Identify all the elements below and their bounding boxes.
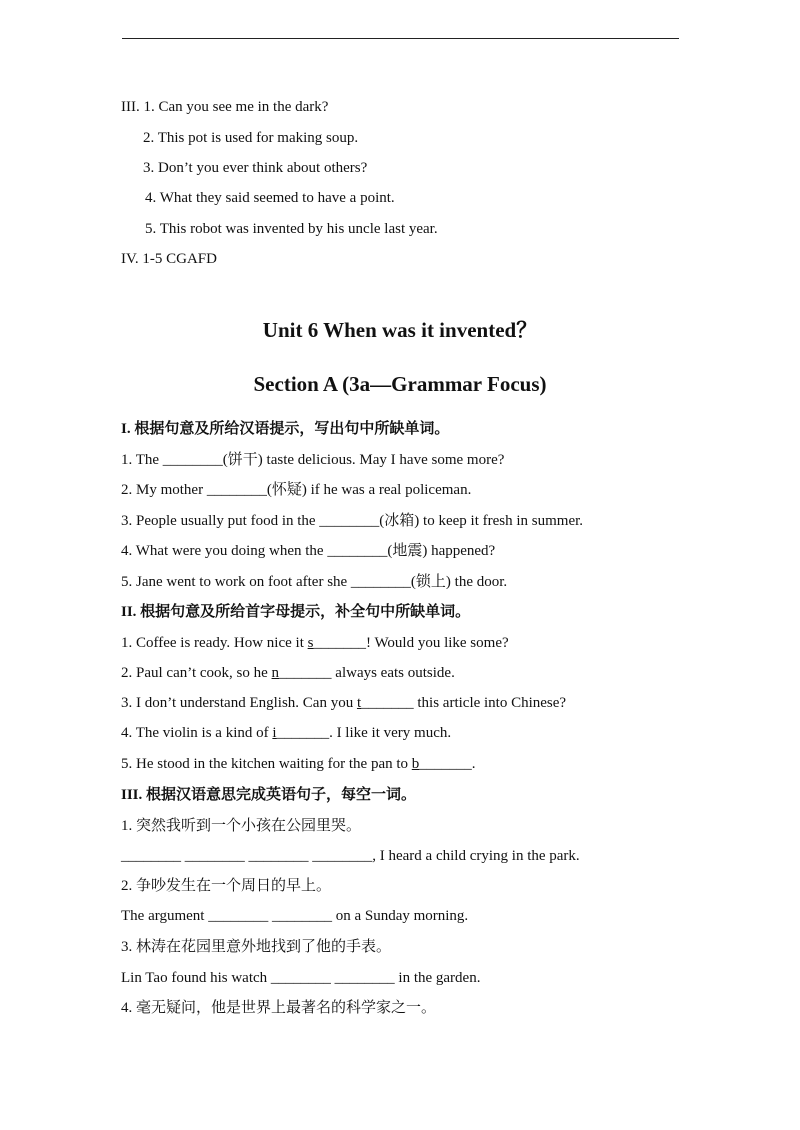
part2-item-4: [121, 723, 451, 743]
item-text: 2. Paul can’t cook, so he: [121, 665, 272, 681]
part3-line-6: Lin Tao found his watch ________ ________ in the garden.: [121, 970, 481, 986]
header-rule: [122, 38, 679, 39]
item-text: _______ this article into Chinese?: [361, 695, 567, 711]
part3-line-3: 2. 争吵发生在一个周日的早上。: [121, 878, 332, 894]
part1-item-4: 4. What were you doing when the ________(地震) happened?: [121, 543, 496, 559]
hint-letter: s: [307, 635, 314, 651]
part3-line-1: 1. 突然我听到一个小孩在公园里哭。: [121, 818, 362, 834]
part1-item-1: 1. The ________(饼干) taste delicious. May I have some more?: [121, 452, 505, 468]
answer-iii-4: 4. What they said seemed to have a point.: [145, 190, 395, 206]
item-text: _______. I like it very much.: [276, 725, 452, 741]
hint-letter: b: [411, 756, 420, 772]
hint-letter: t: [356, 695, 362, 711]
answer-iii-1: III. 1. Can you see me in the dark?: [121, 99, 329, 115]
item-text: _______! Would you like some?: [313, 635, 509, 651]
part1-item-5: 5. Jane went to work on foot after she ________(锁上) the door.: [121, 574, 508, 590]
hint-letter: n: [271, 665, 280, 681]
part2-item-1: [121, 633, 509, 653]
item-text: 3. I don’t understand English. Can you: [121, 695, 357, 711]
item-text: _______.: [419, 756, 476, 772]
item-text: 4. The violin is a kind of: [121, 725, 273, 741]
item-text: _______ always eats outside.: [279, 665, 455, 681]
part3-line-2: ________ ________ ________ ________, I heard a child crying in the park.: [121, 848, 580, 864]
unit-title: Unit 6 When was it invented？: [262, 318, 538, 342]
part3-line-4: The argument ________ ________ on a Sunday morning.: [121, 908, 469, 924]
answer-iii-3: 3. Don’t you ever think about others?: [143, 160, 368, 176]
hint-letter: i: [272, 725, 277, 741]
part2-heading: II. 根据句意及所给首字母提示，补全句中所缺单词。: [121, 604, 471, 620]
item-text: 1. Coffee is ready. How nice it: [121, 635, 308, 651]
section-title: Section A (3a—Grammar Focus): [253, 372, 547, 396]
answer-iii-2: 2. This pot is used for making soup.: [143, 130, 359, 146]
part1-heading: I. 根据句意及所给汉语提示，写出句中所缺单词。: [121, 421, 450, 437]
part1-item-2: 2. My mother ________(怀疑) if he was a real policeman.: [121, 482, 472, 498]
answer-iii-5: 5. This robot was invented by his uncle last year.: [145, 221, 438, 237]
item-text: 5. He stood in the kitchen waiting for the pan to: [121, 756, 412, 772]
part2-item-2: [121, 663, 455, 683]
part2-item-5: [121, 754, 476, 774]
part3-line-7: 4. 毫无疑问，他是世界上最著名的科学家之一。: [121, 1000, 437, 1016]
part1-item-3: 3. People usually put food in the ________(冰箱) to keep it fresh in summer.: [121, 513, 584, 529]
part3-line-5: 3. 林涛在花园里意外地找到了他的手表。: [121, 939, 392, 955]
part3-heading: III. 根据汉语意思完成英语句子，每空一词。: [121, 787, 417, 803]
part2-item-3: [121, 693, 566, 713]
answer-iv: IV. 1-5 CGAFD: [121, 251, 217, 267]
